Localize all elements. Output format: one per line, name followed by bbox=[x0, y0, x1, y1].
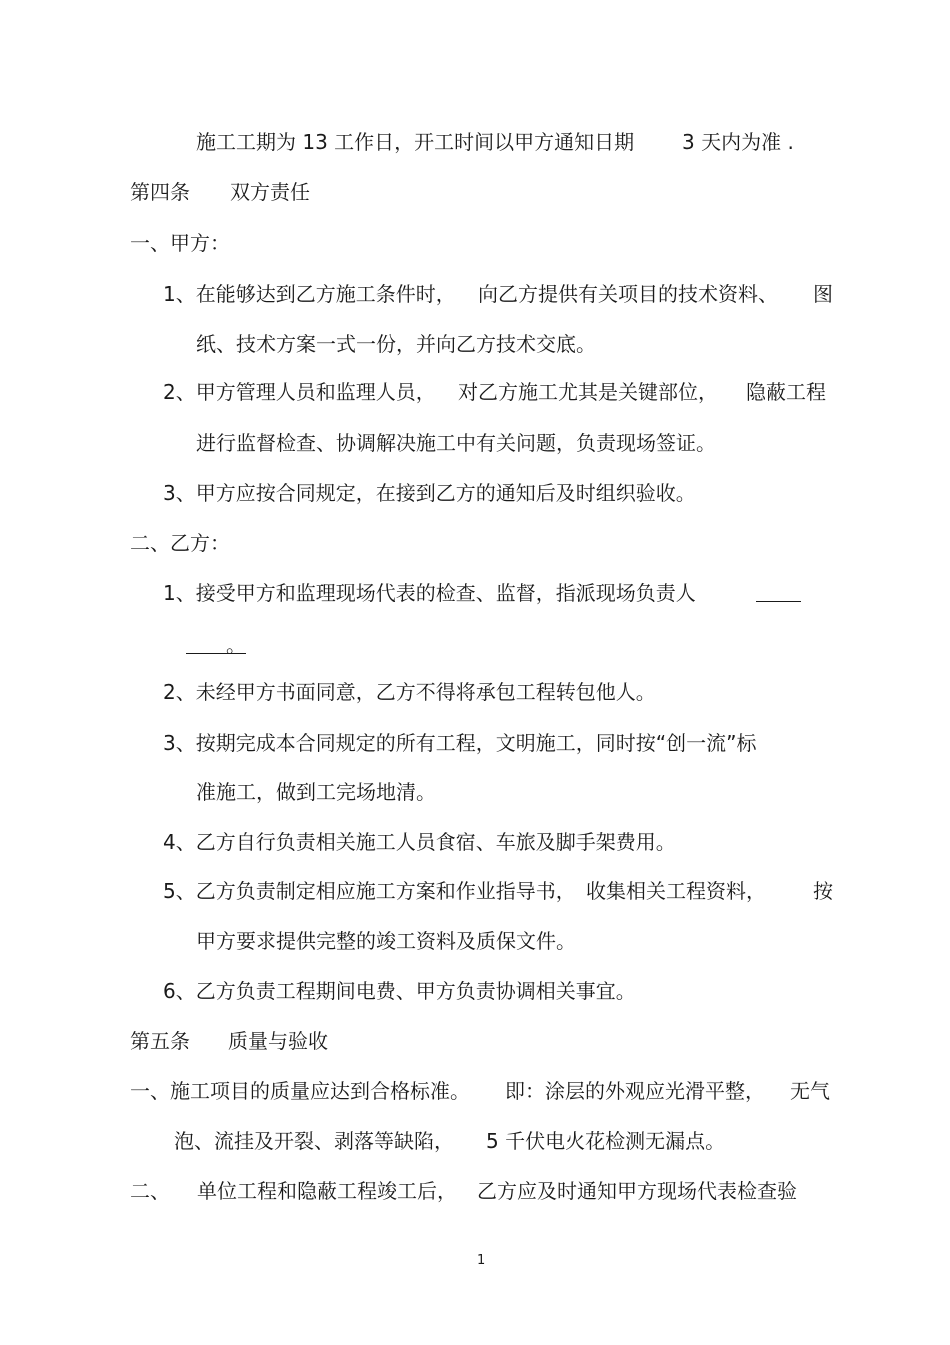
text-segment: 向乙方提供有关项目的技术资料、 bbox=[478, 282, 778, 306]
text-segment: 5 千伏电火花检测无漏点。 bbox=[486, 1129, 726, 1153]
text-segment: 2、未经甲方书面同意，乙方不得将承包工程转包他人。 bbox=[163, 680, 656, 704]
text-segment: 。 bbox=[226, 633, 246, 657]
text-segment: 2、甲方管理人员和监理人员， bbox=[163, 380, 436, 404]
text-segment: 3、甲方应按合同规定，在接到乙方的通知后及时组织验收。 bbox=[163, 481, 696, 505]
section-title: 双方责任 bbox=[230, 180, 310, 204]
text-segment: 单位工程和隐蔽工程竣工后， bbox=[197, 1179, 457, 1203]
text-segment: 二、乙方： bbox=[130, 531, 230, 555]
fill-in-blank bbox=[756, 579, 801, 607]
text-segment: 准施工，做到工完场地清。 bbox=[196, 780, 436, 804]
fill-in-blank bbox=[186, 631, 226, 659]
text-segment: 隐蔽工程 bbox=[746, 380, 826, 404]
section-title: 质量与验收 bbox=[228, 1029, 328, 1053]
text-segment: 收集相关工程资料， bbox=[586, 879, 766, 903]
text-segment: 图 bbox=[813, 282, 833, 306]
text-segment: 即：涂层的外观应光滑平整， bbox=[505, 1079, 765, 1103]
text-segment: 甲方要求提供完整的竣工资料及质保文件。 bbox=[196, 929, 576, 953]
page-number: 1 bbox=[477, 1253, 486, 1268]
section-number: 第四条 bbox=[130, 180, 190, 204]
text-segment: 进行监督检查、协调解决施工中有关问题，负责现场签证。 bbox=[196, 431, 716, 455]
text-segment: 二、 bbox=[130, 1179, 170, 1203]
text-segment: 一、甲方： bbox=[130, 231, 230, 255]
text-segment: 5、乙方负责制定相应施工方案和作业指导书， bbox=[163, 879, 576, 903]
text-segment: 1、在能够达到乙方施工条件时， bbox=[163, 282, 456, 306]
text-segment: 4、乙方自行负责相关施工人员食宿、车旅及脚手架费用。 bbox=[163, 830, 676, 854]
text-segment: 1、接受甲方和监理现场代表的检查、监督，指派现场负责人 bbox=[163, 581, 696, 605]
text-segment: 6、乙方负责工程期间电费、甲方负责协调相关事宜。 bbox=[163, 979, 636, 1003]
text-segment: 一、施工项目的质量应达到合格标准。 bbox=[130, 1079, 470, 1103]
text-segment: 纸、技术方案一式一份，并向乙方技术交底。 bbox=[196, 332, 596, 356]
text-segment: 乙方应及时通知甲方现场代表检查验 bbox=[477, 1179, 797, 1203]
section-number: 第五条 bbox=[130, 1029, 190, 1053]
text-segment: 3 天内为准 . bbox=[682, 130, 794, 154]
text-segment: 对乙方施工尤其是关键部位， bbox=[458, 380, 718, 404]
text-segment: 无气 bbox=[790, 1079, 830, 1103]
text-segment: 泡、流挂及开裂、剥落等缺陷， bbox=[174, 1129, 454, 1153]
text-segment: 3、按期完成本合同规定的所有工程，文明施工，同时按“创一流”标 bbox=[163, 731, 757, 755]
text-segment: 按 bbox=[813, 879, 833, 903]
text-segment: 施工工期为 13 工作日，开工时间以甲方通知日期 bbox=[196, 130, 635, 154]
